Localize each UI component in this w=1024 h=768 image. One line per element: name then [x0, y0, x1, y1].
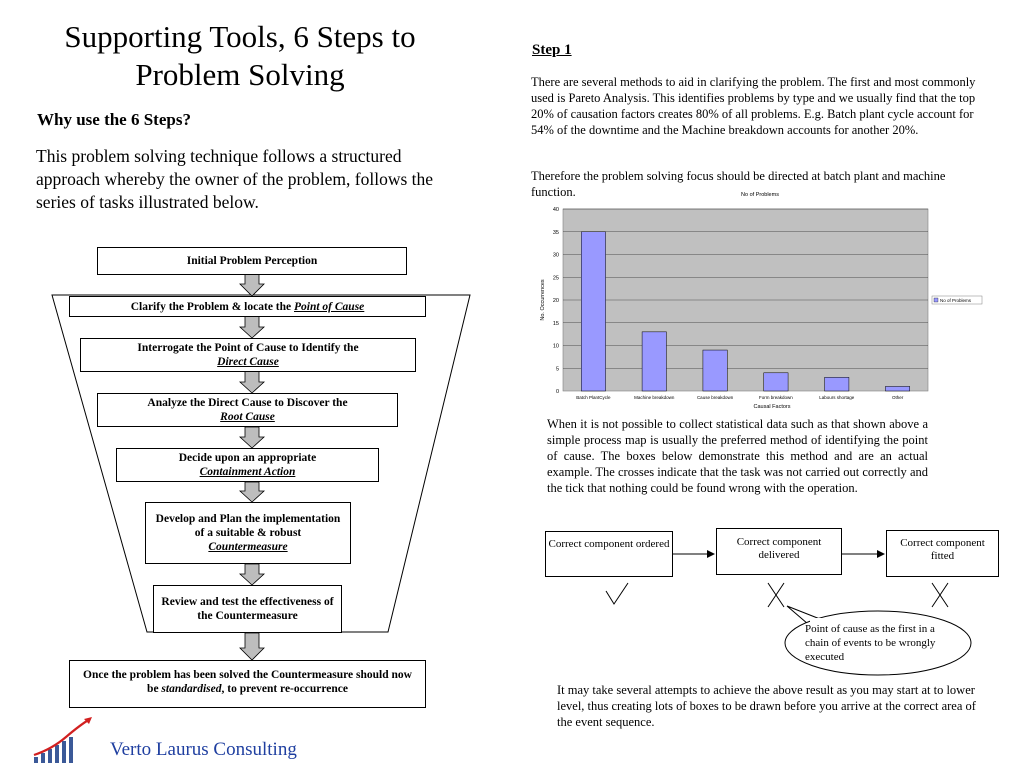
- y-tick-label: 40: [552, 207, 559, 213]
- flow-initial-label: Initial Problem Perception: [186, 255, 318, 267]
- cross-icon-fitted: [932, 583, 948, 607]
- flow-step4-label: Decide upon an appropriate: [178, 452, 317, 464]
- y-tick-label: 35: [552, 229, 559, 236]
- callout-text: Point of cause as the first in a chain of events to be wrongly executed: [805, 623, 936, 663]
- intro-text: This problem solving technique follows a structured approach whereby the owner of the problem, follows the series of tasks illustrated below.: [36, 146, 434, 212]
- y-tick-label: 15: [552, 320, 559, 327]
- flow-step6-box: [153, 585, 342, 633]
- y-tick-label: 25: [552, 275, 559, 282]
- growth-chart-logo: [32, 715, 96, 765]
- step1-heading: Step 1: [532, 42, 572, 58]
- x-tick-label: Form breakdown: [759, 395, 793, 400]
- chart-legend-swatch: [934, 298, 938, 302]
- chart-legend-label: No of Problems: [940, 298, 972, 303]
- chart-y-ticks: [553, 207, 559, 395]
- chart-y-label: No. Occurrences: [540, 279, 546, 321]
- flow-initial-box: [97, 247, 407, 275]
- flow-step5-label: Develop and Plan the implementation of a suitable & robust: [155, 513, 341, 539]
- flow-step4-emphasis: Containment Action: [199, 466, 296, 478]
- flow-step1-label: Clarify the Problem & locate the: [130, 301, 294, 313]
- bar-4: [825, 377, 849, 391]
- flow-step4-box: [116, 448, 379, 482]
- flow-step2-emphasis: Direct Cause: [217, 356, 279, 368]
- x-tick-label: Batch PlantCycle: [576, 395, 611, 400]
- flow-step3-box: [97, 393, 398, 427]
- y-tick-label: 10: [552, 343, 559, 350]
- tick-icon: [606, 583, 628, 604]
- pareto-chart: [530, 188, 990, 413]
- flow-step3-label: Analyze the Direct Cause to Discover the: [147, 397, 348, 409]
- process-box-ordered-label: Correct component ordered: [548, 538, 670, 550]
- focus-paragraph: Therefore the problem solving focus should be directed at batch plant and machine function.: [531, 169, 946, 199]
- y-tick-label: 0: [555, 389, 559, 395]
- flow-final-label: Once the problem has been solved the Countermeasure should now be: [83, 669, 412, 695]
- process-box-delivered-label: Correct component delivered: [736, 536, 822, 561]
- bar-5: [885, 386, 909, 391]
- flow-final-box: [69, 660, 426, 708]
- process-map-paragraph: When it is not possible to collect statistical data such as that shown above a simple process map is usually the preferred method of identifying the point of cause. The boxes below demonstrate this method and are an actual example. The crosses indicate that the task was not carried out correctly and the tick that nothing could be found wrong with the operation.: [547, 417, 928, 495]
- flow-step3-emphasis: Root Cause: [220, 411, 275, 423]
- x-tick-label: Other: [891, 395, 904, 400]
- why-heading: Why use the 6 Steps?: [37, 110, 191, 129]
- bar-3: [764, 373, 788, 391]
- flow-step5-emphasis: Countermeasure: [208, 541, 288, 553]
- process-box-fitted-label: Correct component fitted: [900, 537, 985, 562]
- page-title: Supporting Tools, 6 Steps to Problem Solving: [64, 19, 416, 92]
- chart-x-ticks: [576, 395, 903, 400]
- flow-step1-emphasis: Point of Cause: [294, 301, 365, 313]
- arrow-7: [240, 633, 264, 660]
- cross-icon-delivered: [768, 583, 784, 607]
- x-tick-label: Cause breakdown: [696, 395, 734, 400]
- chart-title: No of Problems: [741, 192, 779, 198]
- y-tick-label: 5: [555, 366, 559, 373]
- arrow-1: [240, 274, 264, 296]
- flow-step2-box: [80, 338, 416, 372]
- bar-2: [703, 350, 727, 391]
- y-tick-label: 30: [552, 252, 559, 259]
- pareto-paragraph: There are several methods to aid in clarifying the problem. The first and most commonly used is Pareto Analysis. This identifies problems by type and we usually find that the top 20% of causation factors creates 80% of all problems. E.g. Batch plant cycle account for 54% of the downtime and the Machine breakdown accounts for another 20%.: [531, 75, 976, 137]
- flow-step5-box: [145, 502, 351, 564]
- bar-1: [642, 332, 666, 391]
- flow-step6-label: Review and test the effectiveness of the Countermeasure: [161, 596, 334, 622]
- closing-paragraph: It may take several attempts to achieve the above result as you may start at to lower level, thus creating lots of boxes to be drawn before you arrive at the correct area of the event sequence.: [557, 683, 976, 729]
- chart-x-label: Causal Factors: [753, 404, 791, 410]
- x-tick-label: Labours shortage: [819, 395, 855, 400]
- bar-0: [581, 232, 605, 391]
- x-tick-label: Machine breakdown: [634, 395, 675, 400]
- funnel-diagram: [0, 0, 480, 768]
- flow-step1-box: [69, 296, 426, 317]
- flow-final-suffix: , to prevent re-occurrence: [221, 683, 348, 695]
- flow-final-emphasis: standardised: [161, 683, 222, 695]
- flow-step2-label: Interrogate the Point of Cause to Identify the: [137, 342, 359, 354]
- brand-name: Verto Laurus Consulting: [110, 739, 297, 760]
- y-tick-label: 20: [552, 298, 559, 304]
